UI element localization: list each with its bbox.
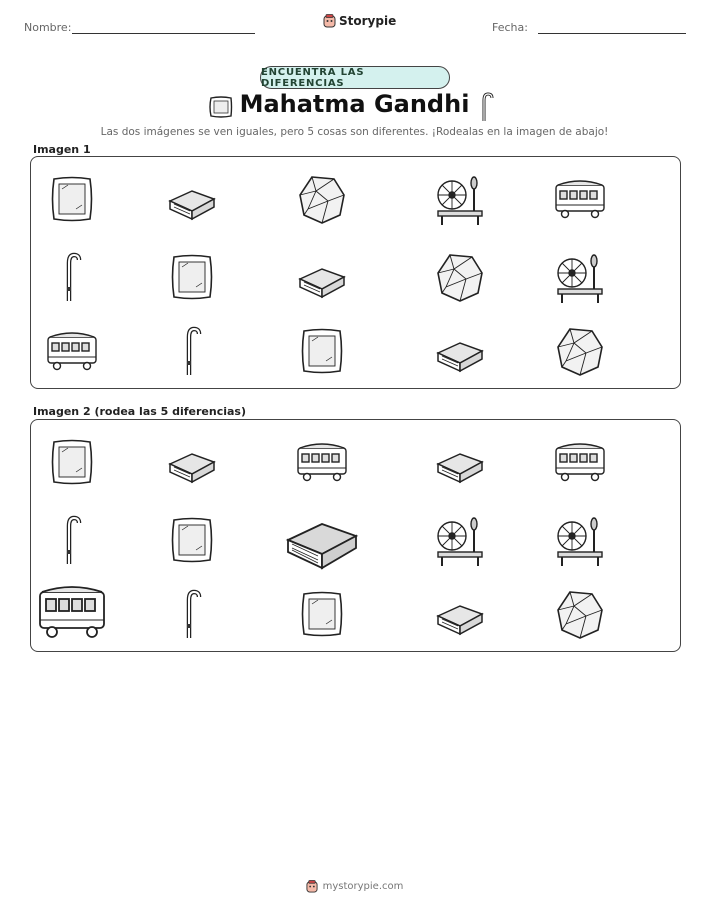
- footer-url: mystorypie.com: [322, 881, 404, 892]
- image1-cloth-icon: [42, 171, 102, 227]
- image2-cloth-icon[interactable]: [162, 512, 222, 568]
- image1-train-icon: [550, 171, 610, 227]
- storypie-mascot-icon: [306, 880, 318, 893]
- image1-label: Imagen 1: [33, 143, 91, 156]
- image2-book-icon[interactable]: [430, 586, 490, 642]
- image2-book-icon[interactable]: [430, 434, 490, 490]
- image1-panel: [30, 156, 681, 389]
- brand-name: Storypie: [339, 14, 397, 28]
- storypie-logo: [323, 14, 396, 28]
- name-line[interactable]: [72, 33, 255, 34]
- image2-book-large-icon[interactable]: [292, 512, 352, 568]
- image1-cane-icon: [162, 323, 222, 379]
- date-label: Fecha:: [492, 21, 528, 34]
- cane-icon: [480, 92, 494, 122]
- image1-spinning-wheel-icon: [430, 171, 490, 227]
- image2-cane-icon[interactable]: [162, 586, 222, 642]
- instructions: Las dos imágenes se ven iguales, pero 5 cosas son diferentes. ¡Rodealas en la imagen de abajo!: [100, 126, 609, 138]
- image2-spinning-wheel-icon[interactable]: [430, 512, 490, 568]
- storypie-mascot-icon: [323, 14, 336, 28]
- image1-book-icon: [430, 323, 490, 379]
- find-differences-badge: ENCUENTRA LAS DIFERENCIAS: [260, 66, 450, 89]
- image1-book-icon: [292, 249, 352, 305]
- image2-rock-icon[interactable]: [550, 586, 610, 642]
- image1-cloth-icon: [292, 323, 352, 379]
- image2-cloth-icon[interactable]: [292, 586, 352, 642]
- image1-cane-icon: [42, 249, 102, 305]
- page-title: Mahatma Gandhi: [239, 90, 470, 118]
- image2-train-icon[interactable]: [550, 434, 610, 490]
- image1-rock-icon: [292, 171, 352, 227]
- date-line[interactable]: [538, 33, 686, 34]
- image2-cane-icon[interactable]: [42, 512, 102, 568]
- image1-book-icon: [162, 171, 222, 227]
- image1-train-icon: [42, 323, 102, 379]
- footer: [0, 880, 709, 893]
- image1-cloth-icon: [162, 249, 222, 305]
- image2-book-icon[interactable]: [162, 434, 222, 490]
- image1-spinning-wheel-icon: [550, 249, 610, 305]
- image1-rock-icon: [430, 249, 490, 305]
- name-label: Nombre:: [24, 21, 72, 34]
- image2-train-large-icon[interactable]: [42, 586, 102, 642]
- image1-rock-icon: [550, 323, 610, 379]
- image2-panel[interactable]: [30, 419, 681, 652]
- image2-cloth-icon[interactable]: [42, 434, 102, 490]
- image2-spinning-wheel-icon[interactable]: [550, 512, 610, 568]
- image2-label: Imagen 2 (rodea las 5 diferencias): [33, 405, 247, 418]
- image2-train-icon[interactable]: [292, 434, 352, 490]
